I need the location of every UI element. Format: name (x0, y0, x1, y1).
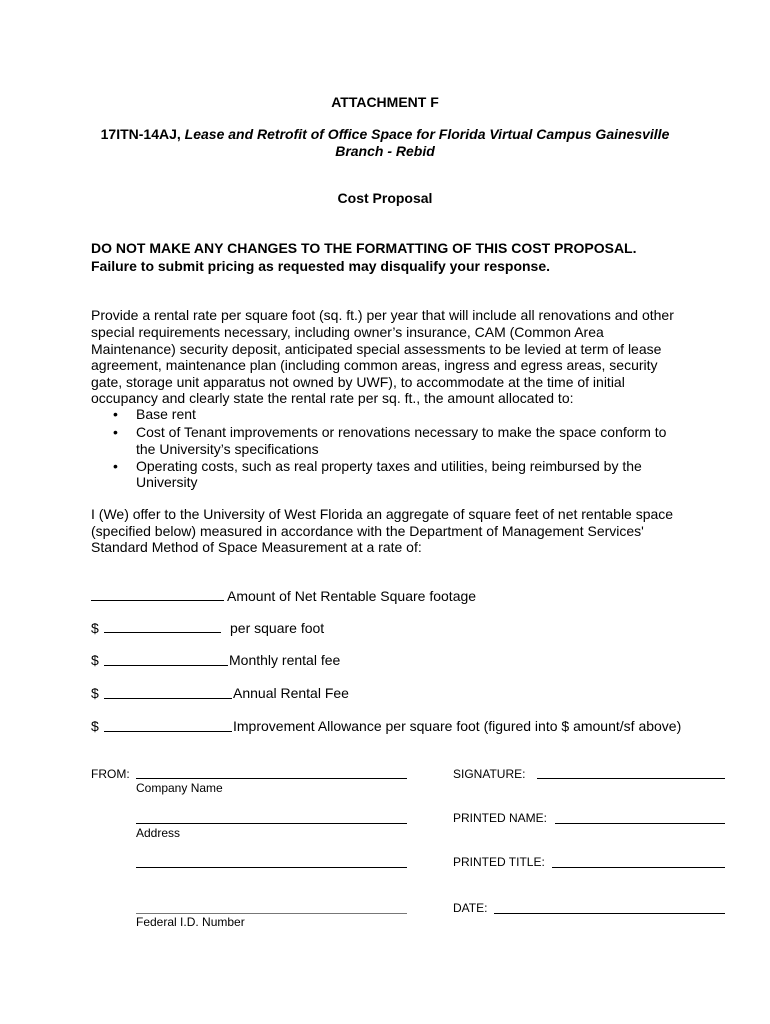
address-field[interactable] (136, 823, 407, 824)
instruction-line: agreement, maintenance plan (including common areas, ingress and egress areas, security (91, 357, 658, 373)
bullet-tenant-improvements: Cost of Tenant improvements or renovations necessary to make the space conform to (136, 424, 667, 440)
pricing-warning: Failure to submit pricing as requested may disqualify your response. (91, 258, 551, 274)
company-name-label: Company Name (136, 781, 223, 795)
offer-line: I (We) offer to the University of West Florida an aggregate of square feet of net rentable space (91, 506, 674, 522)
document-title: Cost Proposal (337, 190, 433, 206)
signature-label: SIGNATURE: (453, 767, 526, 781)
federal-id-field[interactable] (136, 913, 407, 914)
bullet-tenant-improvements-cont: the University’s specifications (136, 441, 319, 457)
bullet-marker: • (113, 406, 118, 422)
attachment-heading: ATTACHMENT F (331, 94, 439, 110)
address-label: Address (136, 826, 181, 840)
annual-rental-fee-label: Annual Rental Fee (233, 685, 349, 701)
currency-symbol: $ (91, 718, 99, 734)
bullet-base-rent: Base rent (136, 406, 196, 422)
bullet-operating-costs: Operating costs, such as real property taxes and utilities, being reimbursed by the (136, 458, 642, 474)
bullet-operating-costs-cont: University (136, 474, 198, 490)
instruction-line: special requirements necessary, including owner’s insurance, CAM (Common Area (91, 324, 604, 340)
per-sq-foot-label: per square foot (230, 620, 325, 636)
offer-line: (specified below) measured in accordance with the Department of Management Services' (91, 523, 644, 539)
currency-symbol: $ (91, 620, 99, 636)
company-name-field[interactable] (136, 778, 407, 779)
instruction-line: occupancy and clearly state the rental rate per sq. ft., the amount allocated to: (91, 390, 574, 406)
printed-title-label: PRINTED TITLE: (453, 855, 545, 869)
federal-id-label: Federal I.D. Number (136, 915, 245, 929)
currency-symbol: $ (91, 685, 99, 701)
address-field-line2[interactable] (136, 867, 407, 868)
annual-rental-fee-field[interactable] (104, 698, 232, 699)
bullet-marker: • (113, 458, 118, 474)
printed-name-label: PRINTED NAME: (453, 811, 548, 825)
itn-title-line2: Branch - Rebid (335, 143, 435, 159)
itn-title: Lease and Retrofit of Office Space for Florida Virtual Campus Gainesville (184, 126, 670, 142)
itn-title-line1 (0, 126, 770, 142)
per-sq-foot-field[interactable] (104, 632, 221, 633)
net-rentable-sqft-label: Amount of Net Rentable Square footage (227, 588, 477, 604)
instruction-line: Provide a rental rate per square foot (sq. ft.) per year that will include all renovations and other (91, 307, 674, 323)
instruction-line: Maintenance) security deposit, anticipated special assessments to be levied at term of lease (91, 341, 662, 357)
date-field[interactable] (494, 913, 725, 914)
improvement-allowance-label: Improvement Allowance per square foot (figured into $ amount/sf above) (233, 718, 682, 734)
itn-number: 17ITN-14AJ, (100, 126, 181, 142)
instruction-line: gate, storage unit apparatus not owned by UWF), to accommodate at the time of initial (91, 374, 625, 390)
net-rentable-sqft-field[interactable] (91, 600, 224, 601)
currency-symbol: $ (91, 652, 99, 668)
offer-line: Standard Method of Space Measurement at a rate of: (91, 539, 422, 555)
monthly-rental-fee-label: Monthly rental fee (229, 652, 341, 668)
bullet-marker: • (113, 424, 118, 440)
signature-field[interactable] (537, 778, 725, 779)
printed-name-field[interactable] (555, 823, 725, 824)
improvement-allowance-field[interactable] (104, 731, 232, 732)
printed-title-field[interactable] (552, 867, 725, 868)
formatting-warning: DO NOT MAKE ANY CHANGES TO THE FORMATTING OF THIS COST PROPOSAL. (91, 240, 637, 256)
from-label: FROM: (91, 767, 130, 781)
date-label: DATE: (453, 901, 488, 915)
monthly-rental-fee-field[interactable] (104, 665, 228, 666)
